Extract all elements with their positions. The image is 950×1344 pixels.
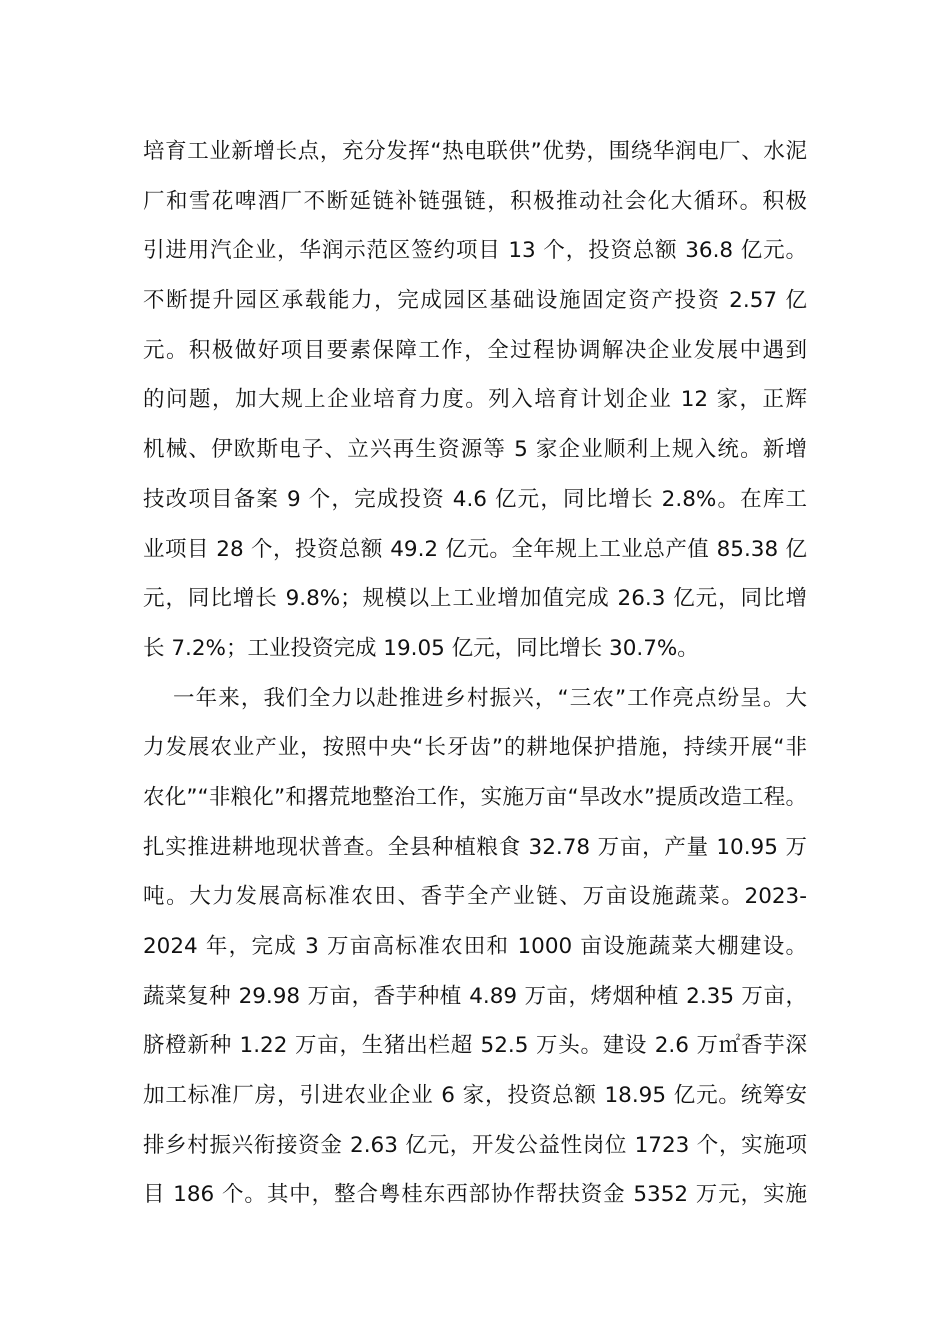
text-line: 脐橙新种 1.22 万亩，生猪出栏超 52.5 万头。建设 2.6 万㎡香芋深 bbox=[143, 1033, 807, 1059]
text-line: 的问题，加大规上企业培育力度。列入培育计划企业 12 家，正辉 bbox=[143, 387, 807, 413]
document-body bbox=[143, 127, 807, 1220]
text-line: 2024 年，完成 3 万亩高标准农田和 1000 亩设施蔬菜大棚建设。 bbox=[143, 934, 807, 959]
text-line: 目 186 个。其中，整合粤桂东西部协作帮扶资金 5352 万元，实施 bbox=[143, 1182, 807, 1208]
text-line: 元，同比增长 9.8%；规模以上工业增加值完成 26.3 亿元，同比增 bbox=[143, 586, 807, 612]
text-line: 技改项目备案 9 个，完成投资 4.6 亿元，同比增长 2.8%。在库工 bbox=[143, 486, 807, 512]
text-line: 元。积极做好项目要素保障工作，全过程协调解决企业发展中遇到 bbox=[143, 337, 807, 363]
text-line: 业项目 28 个，投资总额 49.2 亿元。全年规上工业总产值 85.38 亿 bbox=[143, 536, 807, 562]
text-line: 农化”“非粮化”和撂荒地整治工作，实施万亩“旱改水”提质改造工程。 bbox=[143, 784, 807, 810]
text-line: 加工标准厂房，引进农业企业 6 家，投资总额 18.95 亿元。统筹安 bbox=[143, 1083, 807, 1109]
text-line: 力发展农业产业，按照中央“长牙齿”的耕地保护措施，持续开展“非 bbox=[143, 735, 807, 761]
text-line: 机械、伊欧斯电子、立兴再生资源等 5 家企业顺利上规入统。新增 bbox=[143, 437, 807, 463]
text-line: 吨。大力发展高标准农田、香芋全产业链、万亩设施蔬菜。2023- bbox=[143, 884, 807, 910]
text-line: 排乡村振兴衔接资金 2.63 亿元，开发公益性岗位 1723 个，实施项 bbox=[143, 1132, 807, 1158]
text-line: 长 7.2%；工业投资完成 19.05 亿元，同比增长 30.7%。 bbox=[143, 635, 699, 661]
text-line: 蔬菜复种 29.98 万亩，香芋种植 4.89 万亩，烤烟种植 2.35 万亩， bbox=[143, 983, 807, 1009]
text-line: 不断提升园区承载能力，完成园区基础设施固定资产投资 2.57 亿 bbox=[143, 288, 807, 314]
text-line: 培育工业新增长点，充分发挥“热电联供”优势，围绕华润电厂、水泥 bbox=[143, 139, 807, 164]
text-line: 引进用汽企业，华润示范区签约项目 13 个，投资总额 36.8 亿元。 bbox=[143, 238, 807, 264]
paragraph-rural-revitalization bbox=[143, 674, 807, 1221]
text-line: 一年来，我们全力以赴推进乡村振兴，“三农”工作亮点纷呈。大 bbox=[173, 685, 807, 711]
text-line: 扎实推进耕地现状普查。全县种植粮食 32.78 万亩，产量 10.95 万 bbox=[143, 834, 807, 860]
paragraph-industry bbox=[143, 127, 807, 674]
text-line: 厂和雪花啤酒厂不断延链补链强链，积极推动社会化大循环。积极 bbox=[143, 188, 807, 214]
